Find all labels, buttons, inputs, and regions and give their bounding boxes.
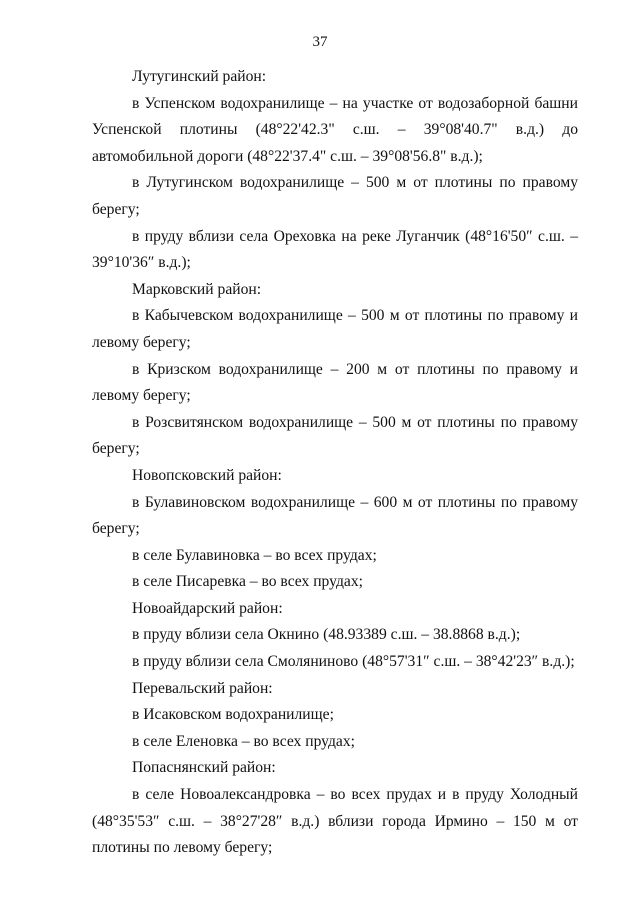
list-item: в пруду вблизи села Смоляниново (48°57'31″ с.ш. – 38°42'23″ в.д.); [132, 653, 575, 671]
list-item: в селе Новоалександровка – во всех прудах и в пруду Холодный (48°35'53″ с.ш. – 38°27'28″ в.д.) вблизи города Ирмино – 150 м от плотины по левому берегу; [92, 786, 578, 857]
district-heading-perevalsky: Перевальский район: [132, 679, 273, 697]
list-item: в пруду вблизи села Окнино (48.93389 с.ш. – 38.8868 в.д.); [132, 626, 521, 644]
list-item: в Исаковском водохранилище; [132, 706, 334, 724]
list-item: в Розсвитянском водохранилище – 500 м от плотины по правому берегу; [92, 413, 578, 458]
district-heading-markovsky: Марковский район: [132, 280, 262, 298]
district-heading-novoaidarsky: Новоайдарский район: [132, 599, 283, 617]
list-item: в Кризском водохранилище – 200 м от плотины по правому и левому берегу; [92, 360, 578, 405]
list-item: в селе Булавиновка – во всех прудах; [132, 546, 377, 564]
list-item: в пруду вблизи села Ореховка на реке Луганчик (48°16'50″ с.ш. – 39°10'36″ в.д.); [92, 227, 578, 272]
list-item: в селе Писаревка – во всех прудах; [132, 573, 363, 591]
list-item: в Кабычевском водохранилище – 500 м от плотины по правому и левому берегу; [92, 307, 578, 351]
list-item: в Лутугинском водохранилище – 500 м от плотины по правому берегу; [92, 174, 578, 218]
document-body [92, 64, 578, 862]
district-heading-lutuginsky: Лутугинский район: [132, 68, 267, 85]
page-number: 37 [312, 34, 328, 50]
list-item: в Успенском водохранилище – на участке от водозаборной башни Успенской плотины (48°22'42.3" с.ш. – 39°08'40.7" в.д.) до автомобильной дороги (48°22'37.4" с.ш. – 39°08'56.8" в.д.); [92, 94, 578, 165]
district-heading-novopskovsky: Новопсковский район: [132, 466, 282, 484]
district-heading-popasnyansky: Попаснянский район: [132, 759, 276, 777]
list-item: в Булавиновском водохранилище – 600 м от плотины по правому берегу; [92, 493, 578, 538]
list-item: в селе Еленовка – во всех прудах; [132, 732, 355, 750]
